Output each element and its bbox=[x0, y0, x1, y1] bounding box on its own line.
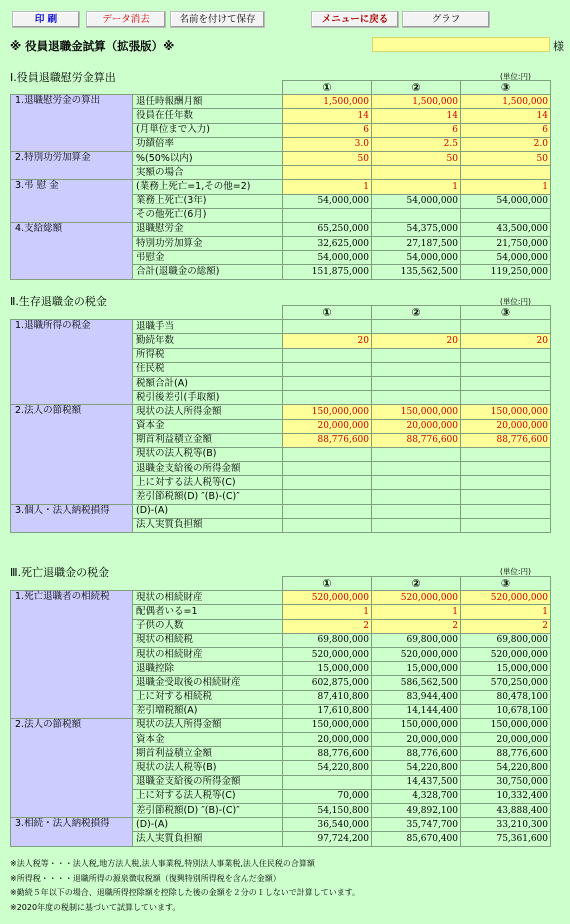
input-cell[interactable]: 2.5 bbox=[372, 137, 461, 151]
value-cell: 54,220,800 bbox=[283, 761, 372, 775]
value-cell bbox=[283, 208, 372, 222]
value-cell: 70,000 bbox=[283, 789, 372, 803]
category-label: 3.弔 慰 金 bbox=[11, 180, 133, 223]
row-label: 子供の人数 bbox=[133, 619, 283, 633]
input-cell[interactable]: 88,776,600 bbox=[283, 433, 372, 447]
value-cell: 36,540,000 bbox=[283, 818, 372, 832]
header-blank bbox=[133, 577, 283, 591]
input-cell[interactable]: 150,000,000 bbox=[372, 405, 461, 419]
column-header: ① bbox=[283, 306, 372, 320]
row-label: 退職金支給後の所得金額 bbox=[133, 462, 283, 476]
value-cell bbox=[461, 518, 551, 532]
row-label: (D)-(A) bbox=[133, 504, 283, 518]
input-cell[interactable]: 2 bbox=[461, 619, 551, 633]
value-cell: 54,000,000 bbox=[461, 251, 551, 265]
value-cell bbox=[283, 320, 372, 334]
value-cell bbox=[461, 362, 551, 376]
value-cell bbox=[283, 447, 372, 461]
row-label: 差引節税額(D) ″(B)-(C)″ bbox=[133, 490, 283, 504]
row-label: 現状の相続財産 bbox=[133, 647, 283, 661]
value-cell: 151,875,000 bbox=[283, 265, 372, 279]
row-label: 現状の法人所得金額 bbox=[133, 405, 283, 419]
value-cell bbox=[461, 504, 551, 518]
section2-table bbox=[10, 305, 551, 533]
section1-title: Ⅰ.役員退職慰労金算出 bbox=[10, 71, 116, 84]
note-line: ※勤続５年以下の場合、退職所得控除額を控除した後の金額を２分の１しないで計算しています。 bbox=[10, 888, 361, 897]
toolbar bbox=[0, 11, 570, 28]
value-cell: 88,776,600 bbox=[372, 747, 461, 761]
input-cell[interactable]: 150,000,000 bbox=[283, 405, 372, 419]
value-cell: 54,375,000 bbox=[372, 222, 461, 236]
header-row bbox=[11, 577, 551, 591]
value-cell bbox=[372, 462, 461, 476]
value-cell: 54,000,000 bbox=[372, 194, 461, 208]
input-cell[interactable]: 3.0 bbox=[283, 137, 372, 151]
value-cell: 150,000,000 bbox=[461, 718, 551, 732]
input-cell[interactable]: 14 bbox=[283, 109, 372, 123]
input-cell[interactable]: 1 bbox=[283, 180, 372, 194]
row-label: 上に対する相続税 bbox=[133, 690, 283, 704]
value-cell: 27,187,500 bbox=[372, 237, 461, 251]
input-cell[interactable]: 1,500,000 bbox=[283, 95, 372, 109]
value-cell bbox=[372, 447, 461, 461]
value-cell bbox=[283, 376, 372, 390]
value-cell: 586,562,500 bbox=[372, 676, 461, 690]
value-cell: 54,000,000 bbox=[283, 194, 372, 208]
value-cell bbox=[461, 391, 551, 405]
category-label: 1.退職所得の税金 bbox=[11, 320, 133, 405]
value-cell: 43,500,000 bbox=[461, 222, 551, 236]
back-to-menu-button[interactable]: メニューに戻る bbox=[311, 11, 399, 28]
value-cell: 14,144,400 bbox=[372, 704, 461, 718]
column-header: ② bbox=[372, 577, 461, 591]
input-cell[interactable]: 20,000,000 bbox=[461, 419, 551, 433]
value-cell bbox=[461, 348, 551, 362]
row-label: 現状の法人所得金額 bbox=[133, 718, 283, 732]
table-row bbox=[11, 818, 551, 832]
value-cell: 10,332,400 bbox=[461, 789, 551, 803]
value-cell: 88,776,600 bbox=[283, 747, 372, 761]
category-label: 2.特別功労加算金 bbox=[11, 151, 133, 179]
value-cell: 54,150,800 bbox=[283, 804, 372, 818]
category-label: 1.退職慰労金の算出 bbox=[11, 95, 133, 152]
row-label: 期首利益積立金額 bbox=[133, 747, 283, 761]
value-cell bbox=[283, 504, 372, 518]
header-blank bbox=[133, 306, 283, 320]
value-cell: 15,000,000 bbox=[283, 662, 372, 676]
row-label: 現状の相続財産 bbox=[133, 591, 283, 605]
value-cell: 54,220,800 bbox=[461, 761, 551, 775]
value-cell bbox=[372, 348, 461, 362]
input-cell[interactable]: 150,000,000 bbox=[461, 405, 551, 419]
value-cell bbox=[372, 490, 461, 504]
row-label: 退職慰労金 bbox=[133, 222, 283, 236]
input-cell[interactable]: 520,000,000 bbox=[461, 591, 551, 605]
row-label: 法人実質負担額 bbox=[133, 832, 283, 846]
value-cell: 15,000,000 bbox=[461, 662, 551, 676]
table-row bbox=[11, 95, 551, 109]
note-line: ※所得税・・・・退職所得の源泉徴収税額（復興特別所得税を含んだ金額） bbox=[10, 873, 281, 883]
column-header: ② bbox=[372, 81, 461, 95]
value-cell: 88,776,600 bbox=[461, 747, 551, 761]
row-label: 上に対する法人税等(C) bbox=[133, 476, 283, 490]
value-cell: 80,478,100 bbox=[461, 690, 551, 704]
input-cell[interactable]: 6 bbox=[461, 123, 551, 137]
value-cell: 69,800,000 bbox=[461, 633, 551, 647]
value-cell bbox=[372, 376, 461, 390]
input-cell[interactable]: 50 bbox=[283, 151, 372, 165]
value-cell bbox=[283, 476, 372, 490]
value-cell: 150,000,000 bbox=[283, 718, 372, 732]
value-cell: 43,888,400 bbox=[461, 804, 551, 818]
column-header: ③ bbox=[461, 81, 551, 95]
input-cell[interactable]: 1,500,000 bbox=[461, 95, 551, 109]
value-cell: 69,800,000 bbox=[372, 633, 461, 647]
table-row bbox=[11, 320, 551, 334]
input-cell[interactable]: 2.0 bbox=[461, 137, 551, 151]
clear-data-button[interactable]: データ消去 bbox=[86, 11, 166, 28]
section3-title: Ⅲ.死亡退職金の税金 bbox=[10, 566, 110, 579]
value-cell bbox=[372, 518, 461, 532]
value-cell: 75,361,600 bbox=[461, 832, 551, 846]
row-label: 期首利益積立金額 bbox=[133, 433, 283, 447]
client-name-input[interactable] bbox=[372, 37, 550, 52]
row-label: 税額合計(A) bbox=[133, 376, 283, 390]
value-cell: 520,000,000 bbox=[283, 647, 372, 661]
value-cell: 85,670,400 bbox=[372, 832, 461, 846]
input-cell[interactable]: 520,000,000 bbox=[372, 591, 461, 605]
value-cell bbox=[283, 775, 372, 789]
value-cell: 17,610,800 bbox=[283, 704, 372, 718]
input-cell[interactable]: 6 bbox=[372, 123, 461, 137]
value-cell: 35,747,700 bbox=[372, 818, 461, 832]
row-label: 現状の法人税等(B) bbox=[133, 447, 283, 461]
row-label: その他死亡(6月) bbox=[133, 208, 283, 222]
row-label: 所得税 bbox=[133, 348, 283, 362]
value-cell: 10,678,100 bbox=[461, 704, 551, 718]
table-row bbox=[11, 405, 551, 419]
row-label: 法人実質負担額 bbox=[133, 518, 283, 532]
value-cell: 20,000,000 bbox=[461, 733, 551, 747]
row-label: 実額の場合 bbox=[133, 166, 283, 180]
row-label: 特別功労加算金 bbox=[133, 237, 283, 251]
value-cell bbox=[461, 462, 551, 476]
print-button[interactable]: 印 刷 bbox=[12, 11, 80, 28]
value-cell: 30,750,000 bbox=[461, 775, 551, 789]
header-blank bbox=[11, 306, 133, 320]
input-cell[interactable]: 20 bbox=[461, 334, 551, 348]
row-label: 勤続年数 bbox=[133, 334, 283, 348]
value-cell: 520,000,000 bbox=[461, 647, 551, 661]
value-cell: 54,000,000 bbox=[461, 194, 551, 208]
value-cell bbox=[283, 391, 372, 405]
input-cell[interactable]: 88,776,600 bbox=[461, 433, 551, 447]
section2-title: Ⅱ.生存退職金の税金 bbox=[10, 295, 107, 308]
value-cell: 87,410,800 bbox=[283, 690, 372, 704]
category-label: 2.法人の節税額 bbox=[11, 405, 133, 504]
row-label: 差引節税額(D) ″(B)-(C)″ bbox=[133, 804, 283, 818]
row-label: 資本金 bbox=[133, 419, 283, 433]
value-cell: 33,210,300 bbox=[461, 818, 551, 832]
column-header: ③ bbox=[461, 306, 551, 320]
page-title: ※ 役員退職金試算（拡張版）※ bbox=[10, 39, 175, 53]
value-cell: 97,724,200 bbox=[283, 832, 372, 846]
row-label: 弔慰金 bbox=[133, 251, 283, 265]
table-row bbox=[11, 222, 551, 236]
value-cell: 14,437,500 bbox=[372, 775, 461, 789]
category-label: 2.法人の節税額 bbox=[11, 718, 133, 817]
value-cell: 15,000,000 bbox=[372, 662, 461, 676]
input-cell[interactable]: 14 bbox=[372, 109, 461, 123]
input-cell[interactable]: 1 bbox=[461, 605, 551, 619]
row-label: 功績倍率 bbox=[133, 137, 283, 151]
section2-unit: (単位:円) bbox=[500, 297, 531, 306]
row-label: %(50%以内) bbox=[133, 151, 283, 165]
input-cell[interactable]: 14 bbox=[461, 109, 551, 123]
value-cell bbox=[283, 348, 372, 362]
section1-table bbox=[10, 80, 551, 280]
input-cell[interactable]: 1 bbox=[461, 180, 551, 194]
value-cell bbox=[283, 518, 372, 532]
value-cell: 83,944,400 bbox=[372, 690, 461, 704]
input-cell[interactable]: 20 bbox=[372, 334, 461, 348]
value-cell bbox=[461, 476, 551, 490]
category-label: 3.相続・法人納税損得 bbox=[11, 818, 133, 846]
input-cell[interactable]: 88,776,600 bbox=[372, 433, 461, 447]
row-label: 配偶者いる=1 bbox=[133, 605, 283, 619]
value-cell bbox=[283, 462, 372, 476]
table-row bbox=[11, 591, 551, 605]
value-cell bbox=[461, 320, 551, 334]
section1-unit: (単位:円) bbox=[500, 72, 531, 81]
table-row bbox=[11, 504, 551, 518]
row-label: (D)-(A) bbox=[133, 818, 283, 832]
row-label: 現状の相続税 bbox=[133, 633, 283, 647]
column-header: ① bbox=[283, 577, 372, 591]
row-label: 上に対する法人税等(C) bbox=[133, 789, 283, 803]
value-cell bbox=[372, 208, 461, 222]
value-cell: 21,750,000 bbox=[461, 237, 551, 251]
category-label: 1.死亡退職者の相続税 bbox=[11, 591, 133, 719]
column-header: ① bbox=[283, 81, 372, 95]
value-cell: 69,800,000 bbox=[283, 633, 372, 647]
input-cell[interactable]: 1 bbox=[372, 180, 461, 194]
value-cell: 20,000,000 bbox=[283, 733, 372, 747]
table-row bbox=[11, 718, 551, 732]
header-blank bbox=[133, 81, 283, 95]
save-as-button[interactable]: 名前を付けて保存 bbox=[170, 11, 265, 28]
input-cell[interactable]: 2 bbox=[372, 619, 461, 633]
value-cell: 65,250,000 bbox=[283, 222, 372, 236]
input-cell[interactable]: 20 bbox=[283, 334, 372, 348]
category-label: 4.支給総額 bbox=[11, 222, 133, 279]
header-row bbox=[11, 81, 551, 95]
value-cell: 32,625,000 bbox=[283, 237, 372, 251]
value-cell bbox=[283, 490, 372, 504]
value-cell: 20,000,000 bbox=[372, 733, 461, 747]
category-label: 3.個人・法人納税損得 bbox=[11, 504, 133, 532]
column-header: ② bbox=[372, 306, 461, 320]
header-blank bbox=[11, 577, 133, 591]
column-header: ③ bbox=[461, 577, 551, 591]
table-row bbox=[11, 180, 551, 194]
input-cell[interactable]: 50 bbox=[461, 151, 551, 165]
row-label: 退任時報酬月額 bbox=[133, 95, 283, 109]
input-cell[interactable]: 20,000,000 bbox=[283, 419, 372, 433]
value-cell: 4,328,700 bbox=[372, 789, 461, 803]
value-cell bbox=[461, 447, 551, 461]
value-cell bbox=[461, 376, 551, 390]
section3-table bbox=[10, 576, 551, 847]
value-cell: 119,250,000 bbox=[461, 265, 551, 279]
input-cell[interactable]: 50 bbox=[372, 151, 461, 165]
row-label: 役員在任年数 bbox=[133, 109, 283, 123]
row-label: 現状の法人税等(B) bbox=[133, 761, 283, 775]
input-cell[interactable] bbox=[372, 166, 461, 180]
value-cell bbox=[461, 490, 551, 504]
row-label: 差引増税額(A) bbox=[133, 704, 283, 718]
name-suffix: 様 bbox=[553, 40, 564, 53]
value-cell: 602,875,000 bbox=[283, 676, 372, 690]
input-cell[interactable]: 2 bbox=[283, 619, 372, 633]
row-label: 合計(退職金の総額) bbox=[133, 265, 283, 279]
input-cell[interactable]: 1 bbox=[372, 605, 461, 619]
section3-unit: (単位:円) bbox=[500, 567, 531, 576]
notes bbox=[10, 857, 360, 915]
input-cell[interactable]: 520,000,000 bbox=[283, 591, 372, 605]
row-label: 業務上死亡(3年) bbox=[133, 194, 283, 208]
input-cell[interactable]: 20,000,000 bbox=[372, 419, 461, 433]
value-cell: 49,892,100 bbox=[372, 804, 461, 818]
header-row bbox=[11, 306, 551, 320]
row-label: 資本金 bbox=[133, 733, 283, 747]
row-label: 退職金受取後の相続財産 bbox=[133, 676, 283, 690]
value-cell: 54,000,000 bbox=[283, 251, 372, 265]
value-cell: 520,000,000 bbox=[372, 647, 461, 661]
input-cell[interactable]: 1,500,000 bbox=[372, 95, 461, 109]
value-cell bbox=[372, 476, 461, 490]
note-line: ※2020年度の税制に基づいて試算しています。 bbox=[10, 902, 181, 912]
value-cell: 135,562,500 bbox=[372, 265, 461, 279]
note-line: ※法人税等・・・法人税,地方法人税,法人事業税,特別法人事業税,法人住民税の合算額 bbox=[10, 859, 315, 868]
row-label: 税引後差引(手取額) bbox=[133, 391, 283, 405]
value-cell bbox=[283, 362, 372, 376]
table-row bbox=[11, 151, 551, 165]
input-cell[interactable]: 1 bbox=[283, 605, 372, 619]
header-blank bbox=[11, 81, 133, 95]
value-cell bbox=[372, 362, 461, 376]
value-cell: 570,250,000 bbox=[461, 676, 551, 690]
value-cell bbox=[372, 320, 461, 334]
value-cell: 54,220,800 bbox=[372, 761, 461, 775]
row-label: 住民税 bbox=[133, 362, 283, 376]
row-label: 退職控除 bbox=[133, 662, 283, 676]
row-label: 退職手当 bbox=[133, 320, 283, 334]
input-cell[interactable]: 6 bbox=[283, 123, 372, 137]
row-label: 退職金支給後の所得金額 bbox=[133, 775, 283, 789]
value-cell: 150,000,000 bbox=[372, 718, 461, 732]
value-cell: 54,000,000 bbox=[372, 251, 461, 265]
input-cell[interactable] bbox=[283, 166, 372, 180]
row-label: (月単位まで入力) bbox=[133, 123, 283, 137]
value-cell bbox=[461, 208, 551, 222]
graph-button[interactable]: グラフ bbox=[402, 11, 490, 28]
input-cell[interactable] bbox=[461, 166, 551, 180]
row-label: (業務上死亡=1,その他=2) bbox=[133, 180, 283, 194]
value-cell bbox=[372, 391, 461, 405]
value-cell bbox=[372, 504, 461, 518]
